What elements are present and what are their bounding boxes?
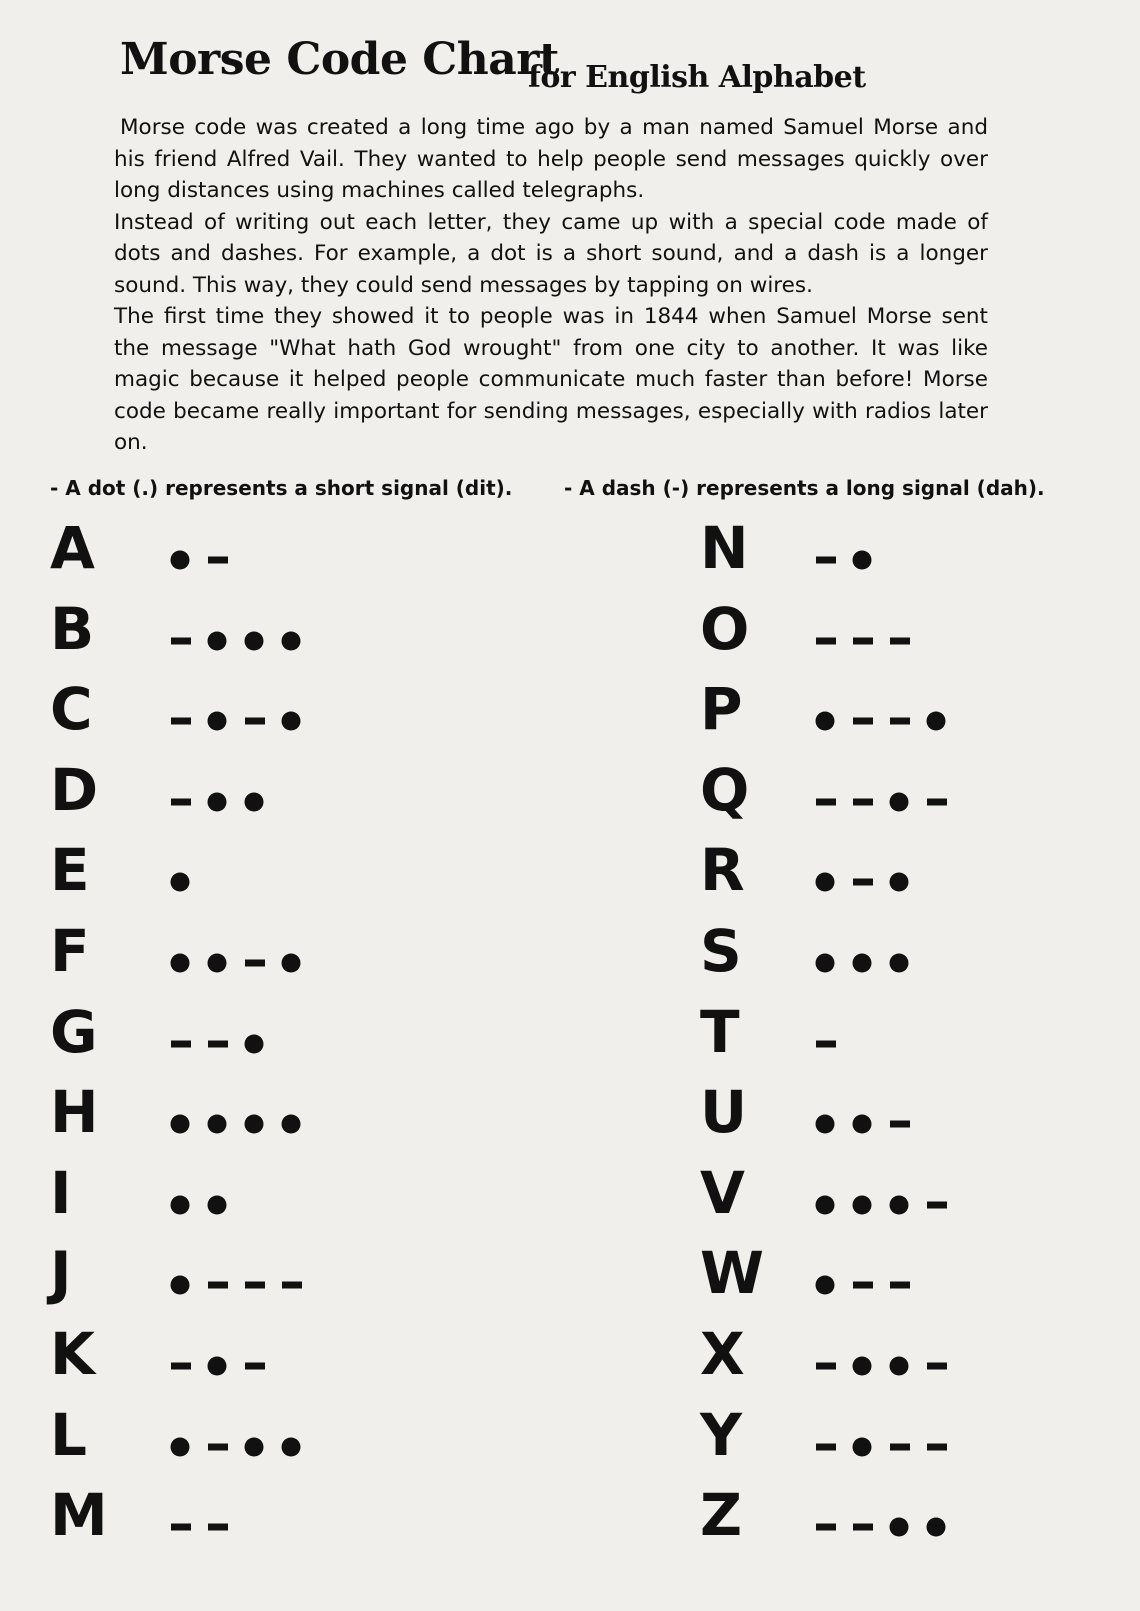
morse-dash xyxy=(816,1040,836,1047)
morse-code xyxy=(810,1082,1070,1142)
morse-dot xyxy=(890,792,909,811)
morse-dot xyxy=(208,712,227,731)
morse-dash xyxy=(171,1040,191,1047)
morse-dot xyxy=(245,792,264,811)
morse-dot xyxy=(890,954,909,973)
morse-code xyxy=(165,760,425,820)
morse-dot xyxy=(853,1115,872,1134)
morse-dot xyxy=(171,1276,190,1295)
morse-letter: A xyxy=(50,514,95,582)
morse-letter: P xyxy=(700,675,743,744)
morse-dot xyxy=(282,1437,301,1456)
morse-dot xyxy=(282,712,301,731)
morse-letter: E xyxy=(50,836,90,905)
morse-dot xyxy=(208,1357,227,1376)
morse-letter: B xyxy=(50,594,95,663)
page-title: Morse Code Chart xyxy=(120,34,559,85)
morse-dash xyxy=(853,637,873,644)
morse-letter: U xyxy=(700,1078,748,1147)
morse-letter: D xyxy=(50,755,99,824)
morse-dot xyxy=(816,1276,835,1295)
morse-letter: V xyxy=(700,1158,745,1227)
morse-code xyxy=(165,1405,425,1465)
morse-dash xyxy=(816,1363,836,1370)
intro-paragraph: Morse code was created a long time ago by a man named Samuel Morse and his friend Alfred Vail. They wanted to help people send messages quickly over long distances using machines called telegraphs. xyxy=(114,115,988,203)
morse-dot xyxy=(208,954,227,973)
morse-letter: H xyxy=(50,1078,99,1147)
morse-dash xyxy=(816,1443,836,1450)
morse-dash xyxy=(282,1282,302,1289)
morse-dash xyxy=(927,1443,947,1450)
morse-dot xyxy=(816,1195,835,1214)
intro-text xyxy=(114,112,988,459)
morse-dot xyxy=(890,1518,909,1537)
morse-code xyxy=(810,921,1070,981)
morse-dash xyxy=(171,718,191,725)
morse-dot xyxy=(816,1115,835,1134)
morse-dot xyxy=(890,1195,909,1214)
morse-code xyxy=(165,518,425,578)
morse-code xyxy=(165,840,425,900)
intro-paragraph: The first time they showed it to people was in 1844 when Samuel Morse sent the message "What hath God wrought" from one city to another. It was like magic because it helped people communicate much faster than before! Morse code became really important for sending messages, especially with radios later on. xyxy=(114,304,988,455)
morse-dot xyxy=(208,631,227,650)
morse-letter: O xyxy=(700,594,750,663)
morse-dot xyxy=(853,954,872,973)
morse-code xyxy=(810,1485,1070,1545)
morse-dot xyxy=(171,1437,190,1456)
morse-dash xyxy=(927,798,947,805)
morse-code xyxy=(810,840,1070,900)
morse-dash xyxy=(927,1363,947,1370)
morse-dash xyxy=(245,1282,265,1289)
legend-dash: - A dash (-) represents a long signal (dah). xyxy=(564,476,1045,500)
morse-dot xyxy=(853,1195,872,1214)
morse-letter: C xyxy=(50,675,93,744)
morse-code xyxy=(165,1002,425,1062)
morse-dash xyxy=(853,1524,873,1531)
morse-code xyxy=(165,599,425,659)
morse-code xyxy=(810,1405,1070,1465)
morse-code xyxy=(810,679,1070,739)
morse-letter: M xyxy=(50,1481,108,1550)
morse-dot xyxy=(245,1034,264,1053)
morse-dash xyxy=(245,1363,265,1370)
morse-dot xyxy=(208,1115,227,1134)
morse-letter: L xyxy=(50,1400,87,1469)
morse-code xyxy=(810,1324,1070,1384)
morse-dot xyxy=(927,1518,946,1537)
page-subtitle: for English Alphabet xyxy=(528,60,866,95)
morse-letter: Y xyxy=(700,1400,742,1469)
morse-letter: R xyxy=(700,836,745,905)
morse-dash xyxy=(208,1524,228,1531)
morse-code xyxy=(165,1485,425,1545)
morse-letter: W xyxy=(700,1239,764,1308)
morse-letter: T xyxy=(700,997,740,1066)
morse-dash xyxy=(171,637,191,644)
morse-code xyxy=(810,1002,1070,1062)
morse-dash xyxy=(171,798,191,805)
morse-dash xyxy=(853,879,873,886)
morse-dash xyxy=(245,718,265,725)
morse-letter: K xyxy=(50,1320,95,1388)
morse-dash xyxy=(208,557,228,564)
morse-letter: S xyxy=(700,917,742,985)
morse-dash xyxy=(853,718,873,725)
morse-dash xyxy=(171,1524,191,1531)
morse-dot xyxy=(816,954,835,973)
morse-dot xyxy=(890,1357,909,1376)
morse-letter: I xyxy=(50,1158,72,1227)
morse-dash xyxy=(816,798,836,805)
morse-code xyxy=(810,518,1070,578)
morse-code xyxy=(810,1243,1070,1303)
morse-dot xyxy=(171,1115,190,1134)
morse-letter: N xyxy=(700,514,749,582)
morse-dot xyxy=(853,551,872,570)
morse-dot xyxy=(171,1195,190,1214)
morse-dot xyxy=(171,954,190,973)
morse-letter: Z xyxy=(700,1481,743,1550)
morse-dash xyxy=(890,1282,910,1289)
morse-dash xyxy=(890,1443,910,1450)
morse-dash xyxy=(890,718,910,725)
morse-dash xyxy=(853,798,873,805)
morse-dot xyxy=(245,1437,264,1456)
morse-dot xyxy=(816,873,835,892)
morse-dot xyxy=(816,712,835,731)
morse-dot xyxy=(208,1195,227,1214)
morse-dot xyxy=(282,954,301,973)
morse-code xyxy=(165,1243,425,1303)
morse-dot xyxy=(853,1437,872,1456)
morse-dash xyxy=(816,1524,836,1531)
morse-dash xyxy=(816,637,836,644)
morse-letter: G xyxy=(50,997,98,1066)
morse-letter: X xyxy=(700,1320,745,1388)
morse-code xyxy=(165,1082,425,1142)
morse-dash xyxy=(245,960,265,967)
morse-dash xyxy=(927,1201,947,1208)
morse-dot xyxy=(890,873,909,892)
morse-code xyxy=(165,1324,425,1384)
morse-letter: F xyxy=(50,917,90,985)
morse-dash xyxy=(890,637,910,644)
morse-dot xyxy=(171,873,190,892)
morse-code xyxy=(810,760,1070,820)
morse-code xyxy=(165,921,425,981)
morse-dot xyxy=(282,631,301,650)
morse-dash xyxy=(208,1443,228,1450)
legend-dot: - A dot (.) represents a short signal (dit). xyxy=(50,476,513,500)
morse-code xyxy=(810,1163,1070,1223)
morse-dash xyxy=(208,1282,228,1289)
morse-dot xyxy=(927,712,946,731)
morse-code xyxy=(165,1163,425,1223)
morse-dot xyxy=(208,792,227,811)
morse-dot xyxy=(171,551,190,570)
morse-dash xyxy=(853,1282,873,1289)
morse-dot xyxy=(245,631,264,650)
morse-dash xyxy=(208,1040,228,1047)
morse-dot xyxy=(853,1357,872,1376)
morse-dot xyxy=(282,1115,301,1134)
morse-dash xyxy=(890,1121,910,1128)
morse-letter: J xyxy=(50,1239,72,1308)
morse-dot xyxy=(245,1115,264,1134)
morse-dash xyxy=(816,557,836,564)
morse-code xyxy=(165,679,425,739)
intro-paragraph: Instead of writing out each letter, they came up with a special code made of dots and dashes. For example, a dot is a short sound, and a dash is a longer sound. This way, they could send messages by tapping on wires. xyxy=(114,209,988,298)
morse-code xyxy=(810,599,1070,659)
morse-letter: Q xyxy=(700,755,750,824)
morse-dash xyxy=(171,1363,191,1370)
